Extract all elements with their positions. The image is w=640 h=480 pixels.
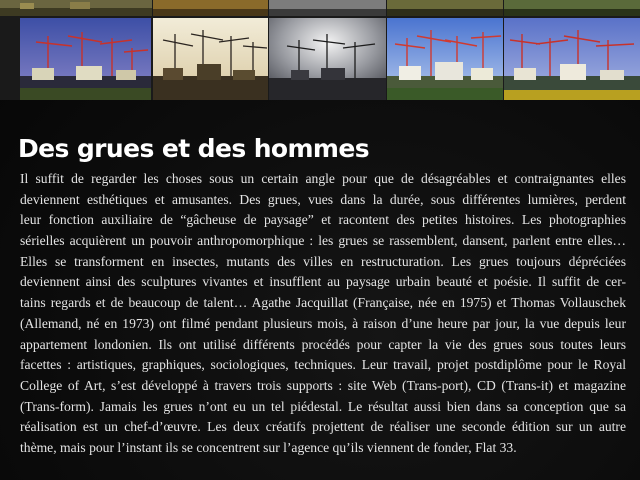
article-line: deviennent ainsi des sculptures vivantes et insufflent au paysage urbain beauté et poésie. Il suffit de cer-: [20, 274, 626, 290]
crane-photo-top-3: [269, 0, 386, 16]
article-line: réalisation est un chef-d’œuvre. Les deux créatifs projettent de réaliser une seconde édition sur un autre: [20, 419, 626, 435]
article-line: deviennent esthétiques et amusantes. Des grues, vues dans la durée, sous différentes lumières, perdent: [20, 191, 626, 207]
crane-photo-top-1: [0, 0, 152, 16]
article-line: Elles se transforment en insectes, mutants des villes en restructuration. Les grues toujours dépréciées: [20, 253, 626, 269]
crane-photo-3: [269, 18, 386, 100]
article-line: thème, mais pour l’instant ils se concentrent sur l’agence qu’ils viennent de fonder, Flat 33.: [20, 439, 517, 455]
article-line: (Allemand, né en 1973) ont filmé pendant plusieurs mois, à raison d’une heure par jour, la vue depuis leur: [20, 315, 626, 331]
crane-photo-strip: [0, 0, 640, 100]
article-line: Il suffit de regarder les choses sous un certain angle pour que de désagréables et contraignantes elles: [20, 171, 626, 186]
article-line: (Trans-form). Jamais les grues n’ont eu un tel piédestal. Le résultat aussi bien dans sa conception que sa: [20, 398, 626, 414]
crane-photo-4: [387, 18, 503, 100]
article-line: facettes : artistiques, graphiques, sociologiques, techniques. Leur travail, projet postdiplôme pour le Royal: [20, 357, 626, 373]
article-body: [20, 169, 626, 459]
article-title: Des grues et des hommes: [18, 134, 370, 163]
crane-photo-top-4: [387, 0, 503, 16]
article-line: College of Art, s’est développé à travers trois supports : site Web (Trans-port), CD (Trans-it) et magazine: [20, 377, 626, 393]
crane-photo-top-5: [504, 0, 640, 16]
crane-photo-top-2: [153, 0, 268, 16]
crane-photo-1: [20, 18, 151, 100]
article-line: leur fonction auxiliaire de “gâcheuse de paysage” et racontent des petites histoires. Les photographies: [20, 212, 626, 228]
article-line: sérielles acquièrent un pouvoir anthropomorphique : les grues se rassemblent, dansent, parlent entre elles…: [20, 233, 626, 249]
crane-photo-5: [504, 18, 640, 100]
article-line: tains regards et de beaucoup de talent… Agathe Jacquillat (Française, née en 1975) et Thomas Vollauschek: [20, 295, 626, 311]
article-line: appartement londonien. Ils ont utilisé différents procédés pour capter la vie des grues sous toutes leurs: [20, 336, 626, 352]
crane-photo-2: [153, 18, 268, 100]
